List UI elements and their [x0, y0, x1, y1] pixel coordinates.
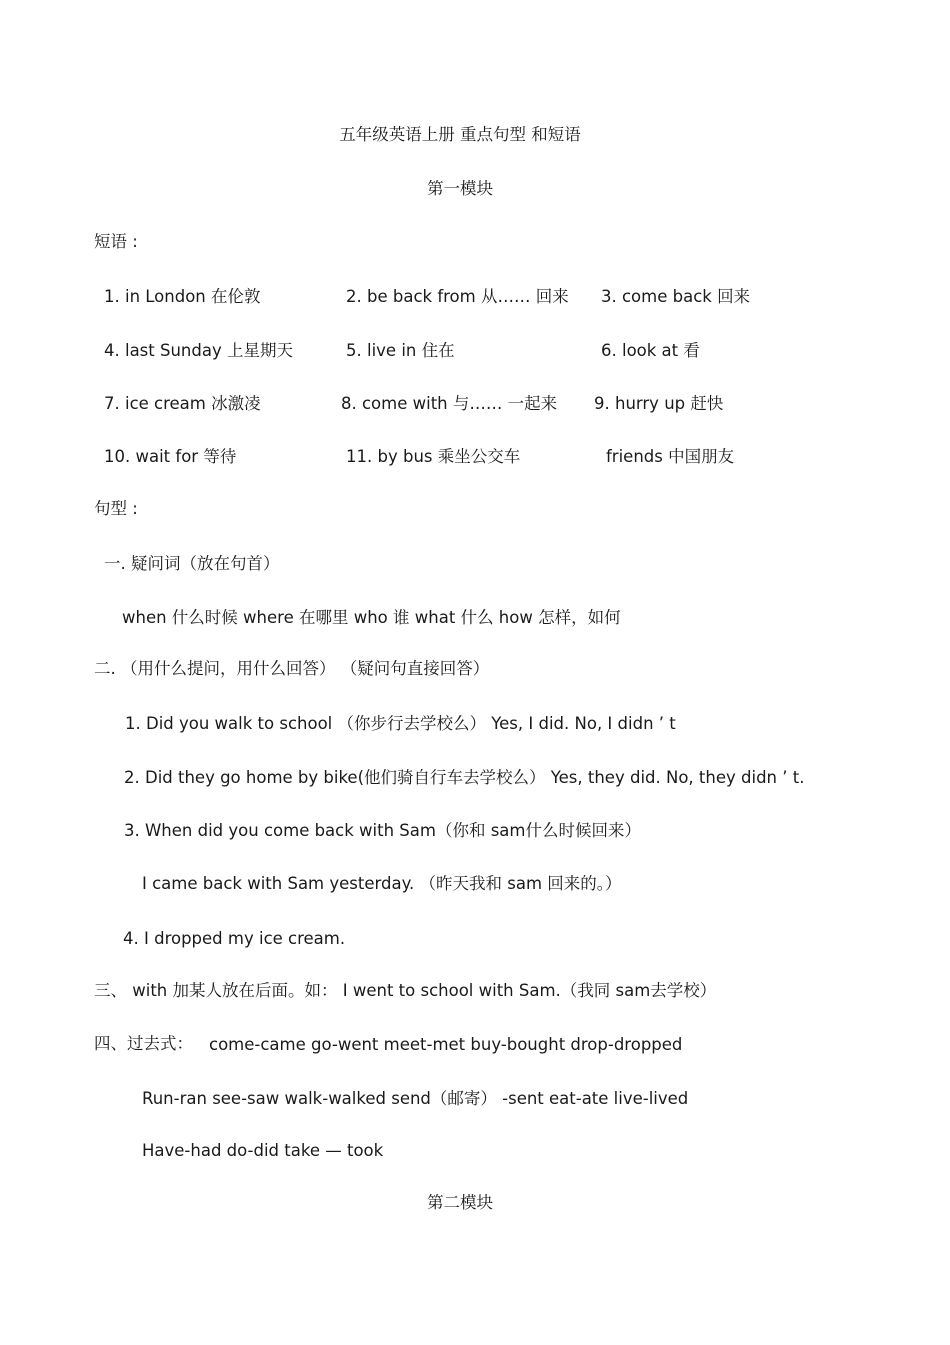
- section-1-heading: 一. 疑问词（放在句首）: [104, 554, 280, 573]
- phrase-item: 9. hurry up 赶快: [594, 394, 724, 413]
- section-3-line: 三、 with 加某人放在后面。如： I went to school with Sam.（我同 sam去学校）: [94, 981, 717, 1000]
- sentence-item: 4. I dropped my ice cream.: [123, 929, 346, 948]
- phrase-item: 5. live in 住在: [346, 341, 455, 360]
- section-2-heading: 二. （用什么提问，用什么回答） （疑问句直接回答）: [94, 659, 490, 678]
- phrase-item: 7. ice cream 冰激凌: [104, 394, 261, 413]
- phrase-item: 1. in London 在伦敦: [104, 287, 261, 306]
- phrase-item: 8. come with 与…… 一起来: [341, 394, 558, 413]
- phrase-item: 3. come back 回来: [601, 287, 751, 306]
- phrase-item: 10. wait for 等待: [104, 447, 237, 466]
- module-2-heading: 第二模块: [427, 1193, 493, 1212]
- document-title: 五年级英语上册 重点句型 和短语: [339, 125, 581, 144]
- sentence-item: 3. When did you come back with Sam（你和 sam什么时候回来）: [124, 821, 641, 840]
- module-1-heading: 第一模块: [427, 179, 493, 198]
- phrase-item: 11. by bus 乘坐公交车: [346, 447, 521, 466]
- phrase-item: friends 中国朋友: [606, 447, 735, 466]
- phrase-item: 4. last Sunday 上星期天: [104, 341, 293, 360]
- phrase-item: 6. look at 看: [601, 341, 700, 360]
- sentence-item: 1. Did you walk to school （你步行去学校么） Yes, I did. No, I didn ’ t: [125, 714, 676, 733]
- past-tense-line: Have-had do-did take — took: [142, 1141, 384, 1160]
- phrases-label: 短语 :: [94, 232, 138, 251]
- past-tense-line: come-came go-went meet-met buy-bought drop-dropped: [209, 1035, 683, 1054]
- sentence-item: I came back with Sam yesterday. （昨天我和 sam 回来的。）: [142, 874, 622, 893]
- sentences-label: 句型 :: [94, 499, 138, 518]
- sentence-item: 2. Did they go home by bike(他们骑自行车去学校么） Yes, they did. No, they didn ’ t.: [124, 768, 805, 787]
- section-4-label: 四、过去式：: [94, 1034, 193, 1053]
- phrase-item: 2. be back from 从…… 回来: [346, 287, 569, 306]
- past-tense-line: Run-ran see-saw walk-walked send（邮寄） -sent eat-ate live-lived: [142, 1089, 689, 1108]
- question-words: when 什么时候 where 在哪里 who 谁 what 什么 how 怎样，如何: [122, 608, 621, 627]
